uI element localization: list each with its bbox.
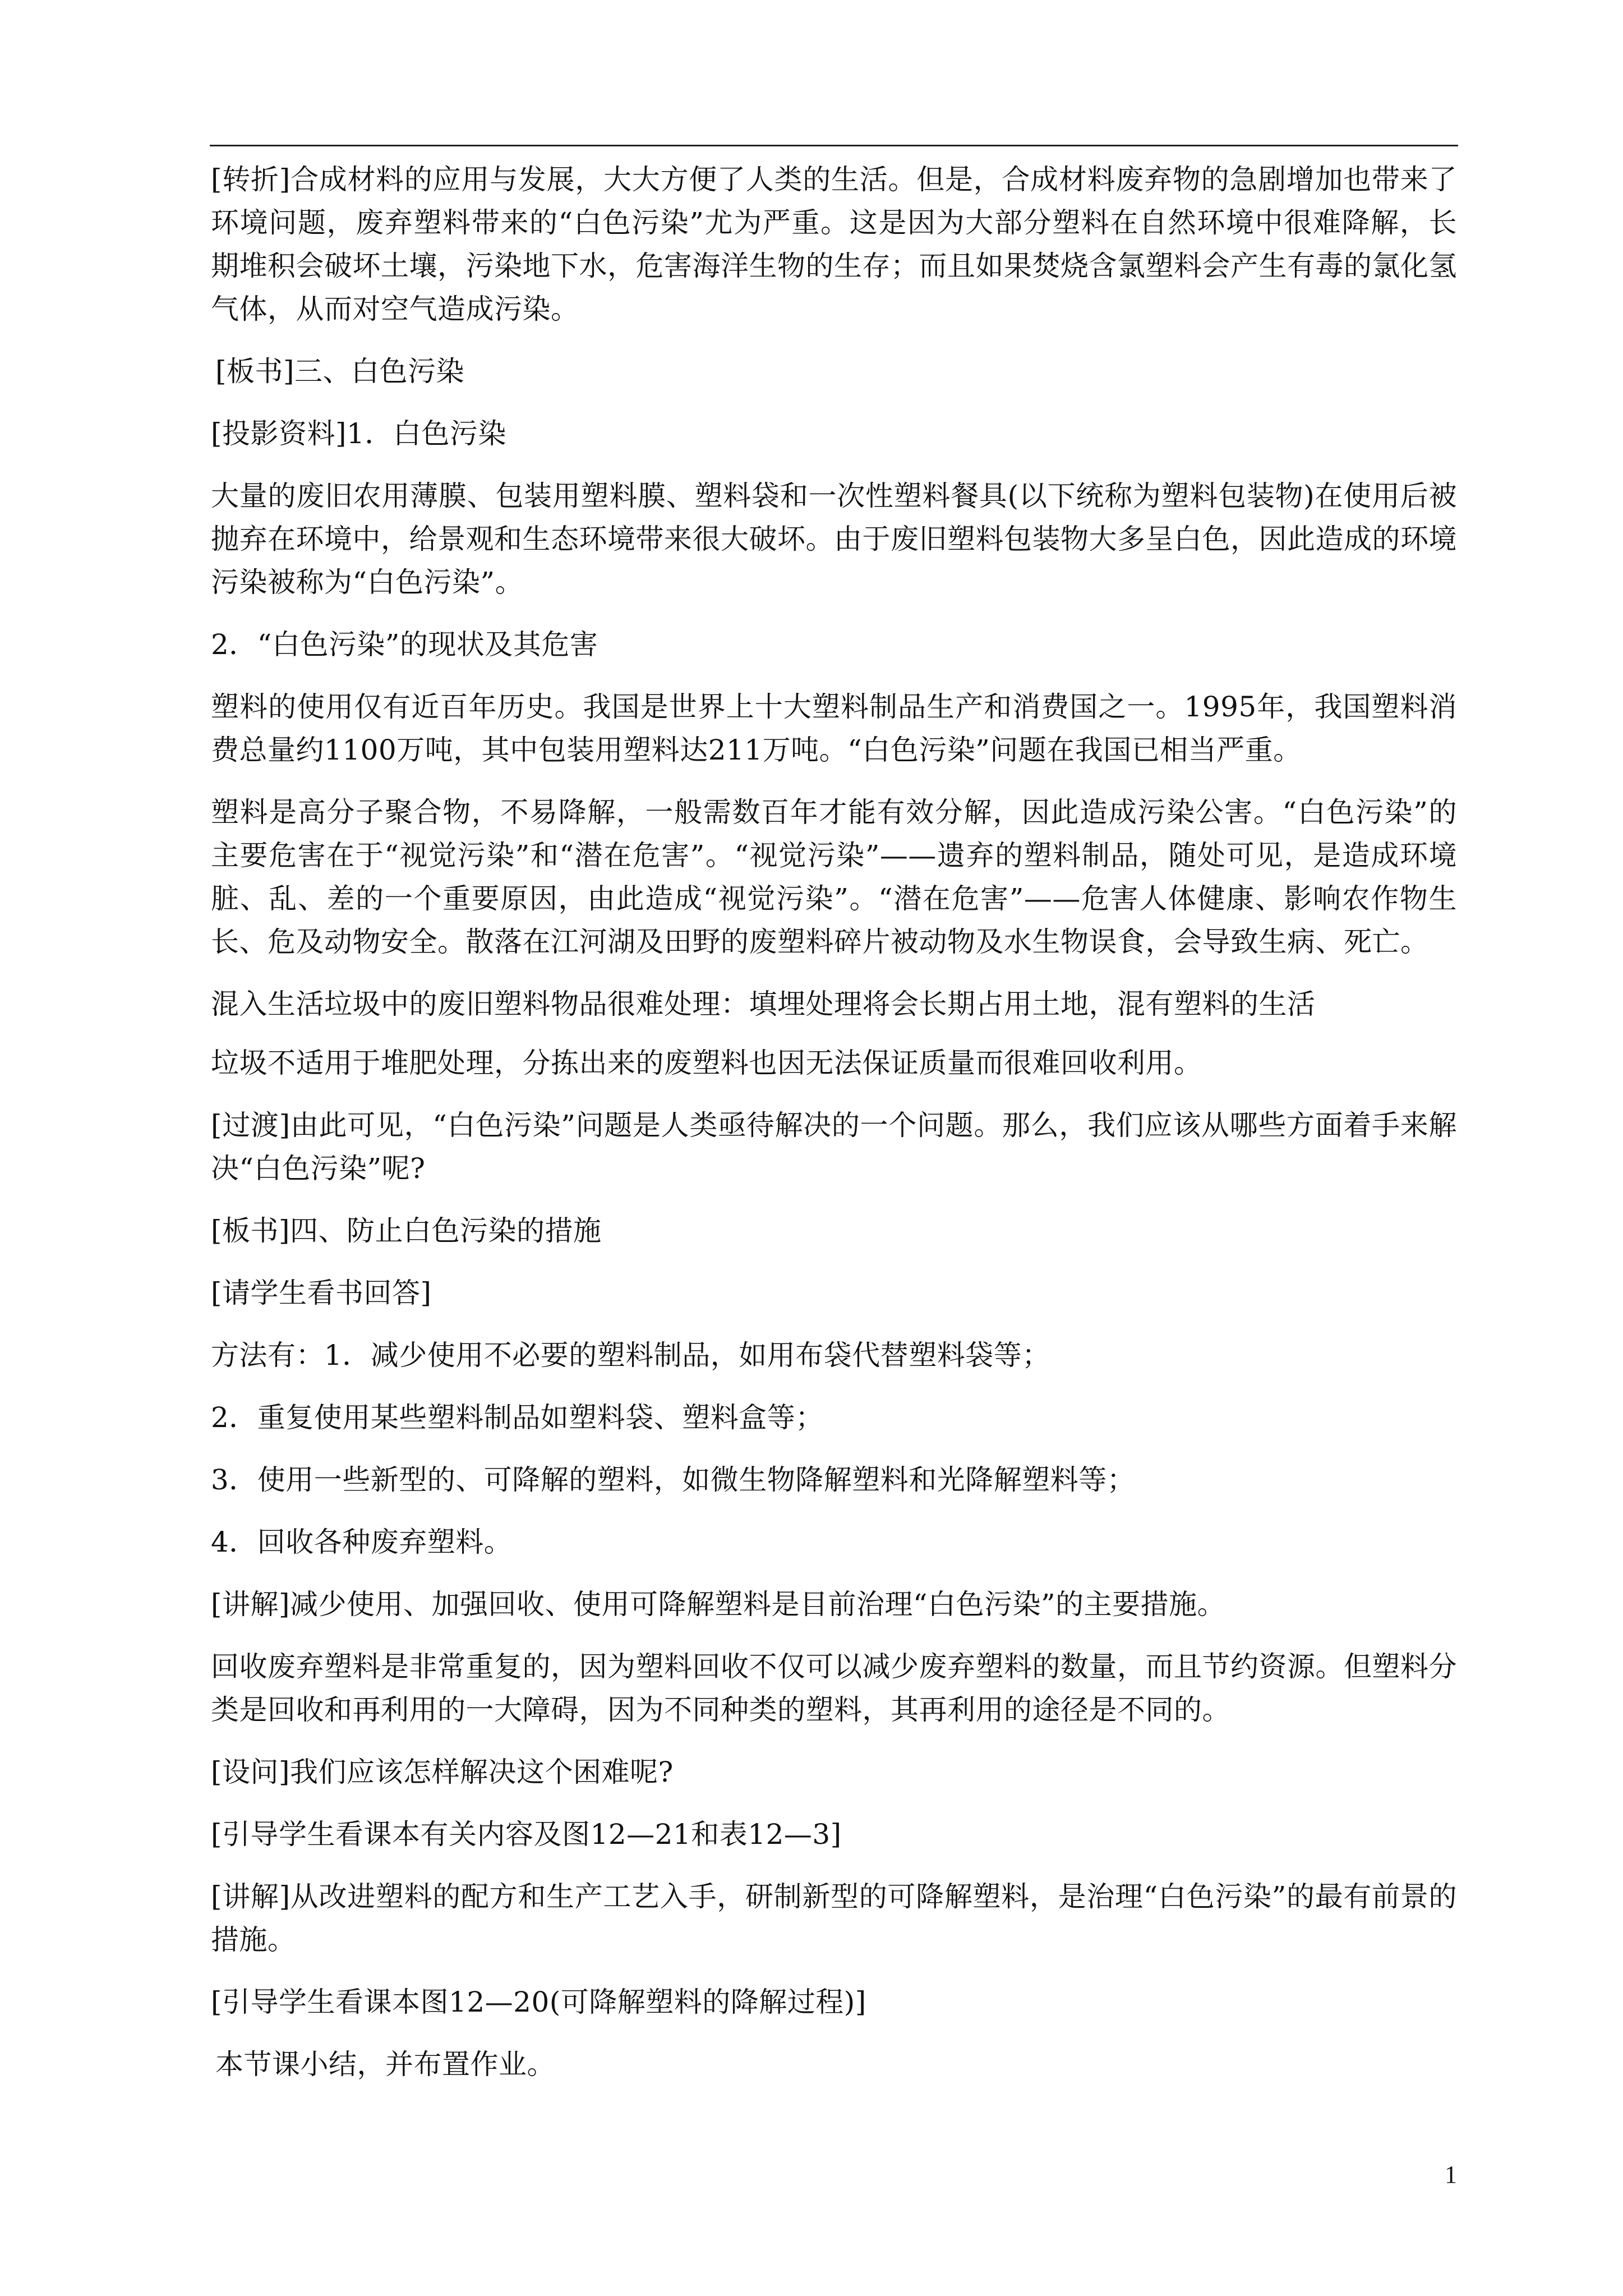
page-number: 1 xyxy=(1445,2161,1457,2188)
guide-figure-table: [引导学生看课本有关内容及图12—21和表12—3] xyxy=(211,1818,842,1851)
paragraph-bridge: [过渡]由此可见，“白色污染”问题是人类亟待解决的一个问题。那么，我们应该从哪些方面着手来解决“白色污染”呢? xyxy=(211,1109,1457,1185)
question-prompt: [设问]我们应该怎样解决这个困难呢? xyxy=(211,1756,674,1788)
method-3: 3．使用一些新型的、可降解的塑料，如微生物降解塑料和光降解塑料等； xyxy=(211,1464,1136,1496)
paragraph-transition: [转折]合成材料的应用与发展，大大方便了人类的生活。但是，合成材料废弃物的急剧增加也带来了环境问题，废弃塑料带来的“白色污染”尤为严重。这是因为大部分塑料在自然环境中很难降解，长期堆积会破坏土壤，污染地下水，危害海洋生物的生存；而且如果焚烧含氯塑料会产生有毒的氯化氢气体，从而对空气造成污染。 xyxy=(211,163,1457,325)
paragraph-history: 塑料的使用仅有近百年历史。我国是世界上十大塑料制品生产和消费国之一。1995年，我国塑料消费总量约1100万吨，其中包装用塑料达211万吨。“白色污染”问题在我国已相当严重。 xyxy=(211,691,1457,766)
explanation-degradable: [讲解]从改进塑料的配方和生产工艺入手，研制新型的可降解塑料，是治理“白色污染”的最有前景的措施。 xyxy=(211,1880,1457,1956)
instruction-read-book: [请学生看书回答] xyxy=(211,1277,432,1309)
summary-homework: 本节课小结，并布置作业。 xyxy=(215,2048,555,2081)
paragraph-harm: 塑料是高分子聚合物，不易降解，一般需数百年才能有效分解，因此造成污染公害。“白色污染”的主要危害在于“视觉污染”和“潜在危害”。“视觉污染”——遗弃的塑料制品，随处可见，是造成环境脏、乱、差的一个重要原因，由此造成“视觉污染”。“潜在危害”——危害人体健康、影响农作物生长、危及动物安全。散落在江河湖及田野的废塑料碎片被动物及水生物误食，会导致生病、死亡。 xyxy=(211,796,1457,958)
explanation-main-measures: [讲解]减少使用、加强回收、使用可降解塑料是目前治理“白色污染”的主要措施。 xyxy=(211,1588,1226,1621)
document-body xyxy=(211,158,1457,2086)
paragraph-disposal-1: 混入生活垃圾中的废旧塑料物品很难处理：填埋处理将会长期占用土地，混有塑料的生活 xyxy=(211,988,1316,1020)
subheading-status-harm: 2．“白色污染”的现状及其危害 xyxy=(211,628,598,661)
method-1: 方法有：1．减少使用不必要的塑料制品，如用布袋代替塑料袋等； xyxy=(211,1339,1050,1372)
paragraph-disposal-2: 垃圾不适用于堆肥处理，分拣出来的废塑料也因无法保证质量而很难回收利用。 xyxy=(211,1047,1202,1079)
projection-heading: [投影资料]1．白色污染 xyxy=(211,417,506,450)
heading-prevention: [板书]四、防止白色污染的措施 xyxy=(211,1214,602,1247)
method-4: 4．回收各种废弃塑料。 xyxy=(211,1526,513,1558)
method-2: 2．重复使用某些塑料制品如塑料袋、塑料盒等； xyxy=(211,1401,824,1434)
paragraph-definition: 大量的废旧农用薄膜、包装用塑料膜、塑料袋和一次性塑料餐具(以下统称为塑料包装物)在使用后被抛弃在环境中，给景观和生态环境带来很大破坏。由于废旧塑料包装物大多呈白色，因此造成的环境污染被称为“白色污染”。 xyxy=(211,480,1457,599)
heading-white-pollution: [板书]三、白色污染 xyxy=(215,355,465,388)
header-rule xyxy=(210,145,1458,146)
paragraph-recycling: 回收废弃塑料是非常重复的，因为塑料回收不仅可以减少废弃塑料的数量，而且节约资源。但塑料分类是回收和再利用的一大障碍，因为不同种类的塑料，其再利用的途径是不同的。 xyxy=(211,1650,1457,1726)
guide-figure-degradation: [引导学生看课本图12—20(可降解塑料的降解过程)] xyxy=(211,1986,866,2018)
